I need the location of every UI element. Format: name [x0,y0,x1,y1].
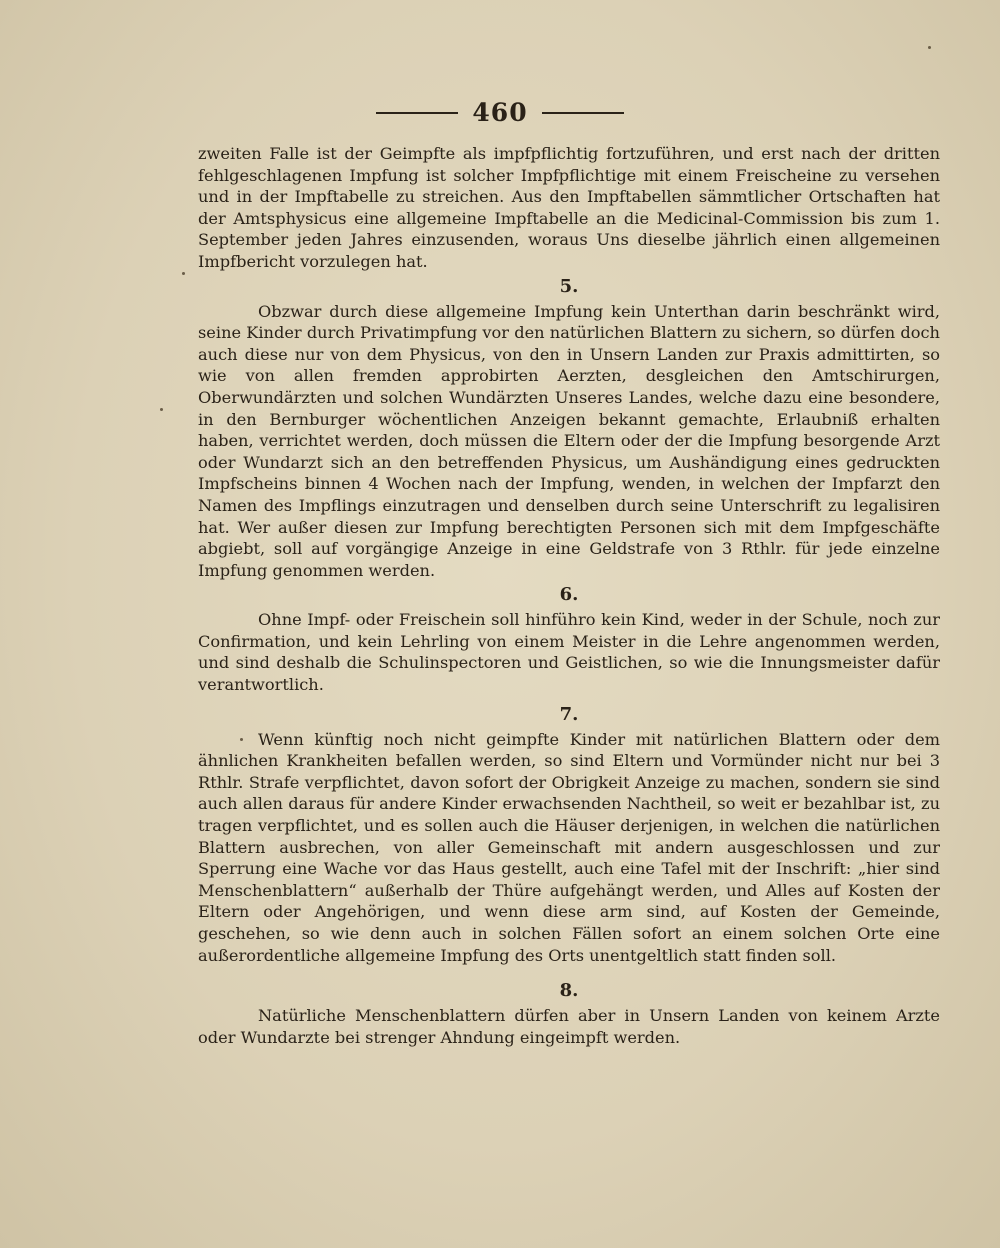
paper-speck [928,46,931,49]
paragraph-section-8: Natürliche Menschenblattern dürfen aber in Unsern Landen von keinem Arzte oder Wundarzte bei strenger Ahndung eingeimpft werden. [198,1006,940,1047]
paragraph-section-7: Wenn künftig noch nicht geimpfte Kinder mit natürlichen Blattern oder dem ähnlichen Krankheiten befallen werden, so sind Eltern und Vormünder nicht nur bei 3 Rthlr. Strafe verpflichtet, davon sofort der Obrigkeit Anzeige zu machen, sondern sie sind auch allen daraus für andere Kinder erwachsenden Nachtheil, so weit er bezahlbar ist, zu tragen verpflichtet, und es sollen auch die Häuser derjenigen, in welchen die natürlichen Blattern ausbrechen, von aller Gemeinschaft mit andern ausgeschlossen und zur Sperrung eine Wache vor das Haus gestellt, auch eine Tafel mit der Inschrift: „hier sind Menschenblattern“ außerhalb der Thüre aufgehängt werden, und Alles auf Kosten der Eltern oder Angehörigen, und wenn diese arm sind, auf Kosten der Gemeinde, geschehen, so wie denn auch in solchen Fällen sofort an einem solchen Orte eine außerordentliche allgemeine Impfung des Orts unentgeltlich statt finden soll. [198,729,940,965]
header-rule-right [542,112,624,114]
paragraph-continuation: zweiten Falle ist der Geimpfte als impfpflichtig fortzuführen, und erst nach der dritten fehlgeschlagenen Impfung ist solcher Impfpflichtige mit einem Freischeine zu versehen und in der Impftabelle zu streichen. Aus den Impftabellen sämmtlicher Ortschaften hat der Amtsphysicus eine allgemeine Impftabelle an die Medicinal-Commission bis zum 1. September jeden Jahres einzusenden, woraus Uns dieselbe jährlich einen allgemeinen Impfbericht vorzulegen hat. [198,144,940,271]
paper-speck [240,738,243,741]
header-rule-left [376,112,458,114]
page-header [0,98,1000,127]
page-number: 460 [472,98,528,127]
document-body [198,143,940,1048]
section-number-7: 7. [559,703,579,725]
section-number-8: 8. [559,980,579,1002]
paragraph-section-5: Obzwar durch diese allgemeine Impfung kein Unterthan darin beschränkt wird, seine Kinder durch Privatimpfung vor den natürlichen Blattern zu sichern, so dürfen doch auch diese nur von dem Physicus, von den in Unsern Landen zur Praxis admittirten, so wie von allen fremden approbirten Aerzten, desgleichen den Amtschirurgen, Oberwundärzten und solchen Wundärzten Unseres Landes, welche dazu eine besondere, in den Bernburger wöchentlichen Anzeigen bekannt gemachte, Erlaubniß erhalten haben, verrichtet werden, doch müssen die Eltern oder der die Impfung besorgende Arzt oder Wundarzt sich an den betreffenden Physicus, um Aushändigung eines gedruckten Impfscheins binnen 4 Wochen nach der Impfung, wenden, in welchen der Impfarzt den Namen des Impflings einzutragen und denselben durch seine Unterschrift zu legalisiren hat. Wer außer diesen zur Impfung berechtigten Personen sich mit dem Impfgeschäfte abgiebt, soll auf vorgängige Anzeige in eine Geldstrafe von 3 Rthlr. für jede einzelne Impfung genommen werden. [198,301,940,580]
section-number-5: 5. [559,275,579,297]
paper-speck [160,408,163,411]
paper-speck [182,272,185,275]
paragraph-section-6: Ohne Impf- oder Freischein soll hinführo kein Kind, weder in der Schule, noch zur Confirmation, und kein Lehrling von einem Meister in die Lehre angenommen werden, und sind deshalb die Schulinspectoren und Geistlichen, so wie die Innungsmeister dafür verantwortlich. [198,610,940,695]
section-number-6: 6. [559,584,579,606]
